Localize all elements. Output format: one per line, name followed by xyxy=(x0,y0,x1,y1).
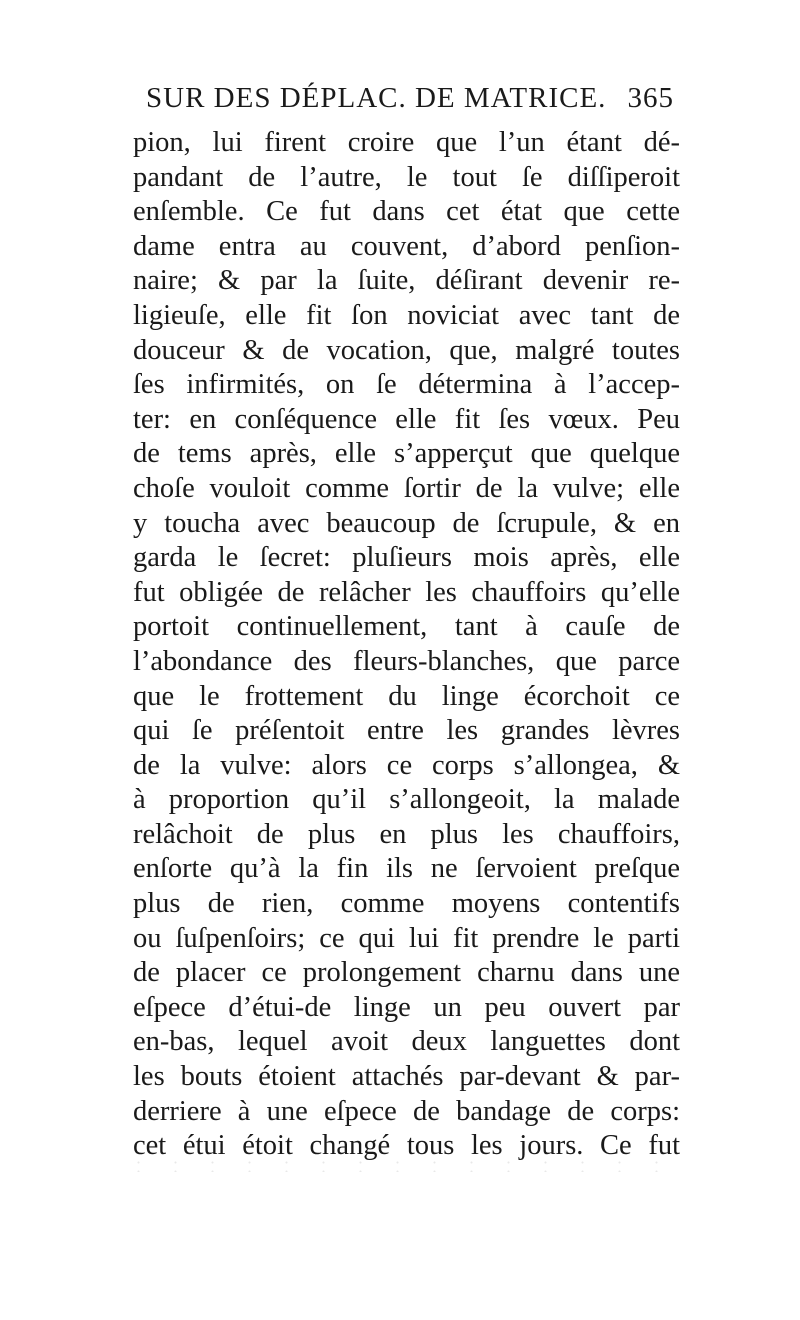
text-line: portoit continuellement, tant à cauſe de xyxy=(133,611,680,643)
text-line: y toucha avec beaucoup de ſcrupule, & en xyxy=(133,507,680,539)
text-line: garda le ſecret: pluſieurs mois après, elle xyxy=(133,542,680,574)
text-line: enſorte qu’à la fin ils ne ſervoient preſque xyxy=(133,853,680,885)
text-line: dame entra au couvent, d’abord penſion- xyxy=(133,230,680,262)
text-line: ou ſuſpenſoirs; ce qui lui fit prendre le parti xyxy=(133,922,680,954)
text-line: derriere à une eſpece de bandage de corps: xyxy=(133,1095,680,1127)
paper-speckle xyxy=(120,1158,680,1172)
text-line: cet étui étoit changé tous les jours. Ce fut xyxy=(133,1130,680,1162)
text-line: choſe vouloit comme ſortir de la vulve; elle xyxy=(133,472,680,504)
text-line: pandant de l’autre, le tout ſe diſſiperoit xyxy=(133,161,680,193)
text-line: fut obligée de relâcher les chauffoirs qu’elle xyxy=(133,576,680,608)
text-line: naire; & par la ſuite, déſirant devenir re- xyxy=(133,265,680,297)
text-line: de la vulve: alors ce corps s’allongea, & xyxy=(133,749,680,781)
text-line: enſemble. Ce fut dans cet état que cette xyxy=(133,196,680,228)
running-head xyxy=(146,82,674,115)
text-line: eſpece d’étui-de linge un peu ouvert par xyxy=(133,991,680,1023)
text-line: ligieuſe, elle fit ſon noviciat avec tant de xyxy=(133,299,680,331)
page-number: 365 xyxy=(627,82,674,114)
text-line: en-bas, lequel avoit deux languettes dont xyxy=(133,1026,680,1058)
text-line: ter: en conſéquence elle fit ſes vœux. Peu xyxy=(133,403,680,435)
text-line: pion, lui firent croire que l’un étant dé- xyxy=(133,127,680,158)
text-line: à proportion qu’il s’allongeoit, la malade xyxy=(133,784,680,816)
text-line: de placer ce prolongement charnu dans une xyxy=(133,957,680,989)
running-title: SUR DES DÉPLAC. DE MATRICE. xyxy=(146,82,607,114)
text-line: plus de rien, comme moyens contentifs xyxy=(133,888,680,920)
text-line: de tems après, elle s’apperçut que quelque xyxy=(133,438,680,470)
text-line: douceur & de vocation, que, malgré toutes xyxy=(133,334,680,366)
body-text xyxy=(133,126,680,1164)
text-line: ſes infirmités, on ſe détermina à l’accep- xyxy=(133,369,680,401)
text-line: relâchoit de plus en plus les chauffoirs, xyxy=(133,818,680,850)
text-line: que le frottement du linge écorchoit ce xyxy=(133,680,680,712)
text-line: qui ſe préſentoit entre les grandes lèvres xyxy=(133,715,680,747)
text-line: l’abondance des fleurs-blanches, que parce xyxy=(133,645,680,677)
text-line: les bouts étoient attachés par-devant & par- xyxy=(133,1061,680,1093)
